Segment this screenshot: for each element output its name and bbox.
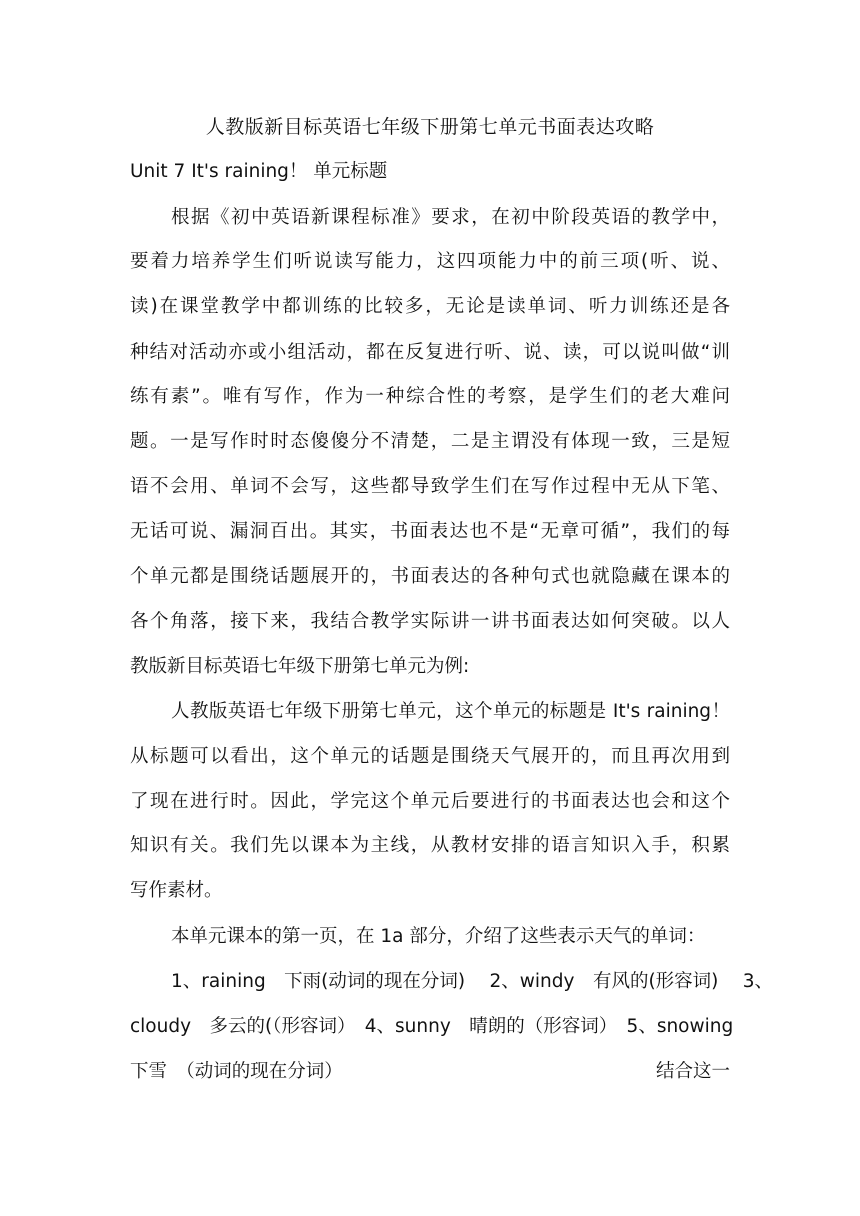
- paragraph-3-line: 本单元课本的第一页，在 1a 部分，介绍了这些表示天气的单词：: [171, 926, 706, 947]
- paragraph-1-line: 语不会用、单词不会写，这些都导致学生们在写作过程中无从下笔、: [130, 476, 730, 497]
- paragraph-2-line: 写作素材。: [130, 880, 223, 901]
- paragraph-2-line: 了现在进行时。因此，学完这个单元后要进行的书面表达也会和这个: [130, 791, 730, 812]
- paragraph-1-line: 教版新目标英语七年级下册第七单元为例:: [130, 656, 470, 677]
- vocab-last-line: [130, 1058, 730, 1086]
- paragraph-1-line: 读)在课堂教学中都训练的比较多，无论是读单词、听力训练还是各: [130, 296, 730, 317]
- unit-heading: Unit 7 It's raining！ 单元标题: [130, 161, 388, 182]
- document-title: 人教版新目标英语七年级下册第七单元书面表达攻略: [205, 116, 655, 138]
- paragraph-2-line: 知识有关。我们先以课本为主线，从教材安排的语言知识入手，积累: [130, 835, 730, 856]
- paragraph-1-line: 种结对活动亦或小组活动，都在反复进行听、说、读，可以说叫做“训: [130, 342, 730, 363]
- paragraph-2-line: 人教版英语七年级下册第七单元，这个单元的标题是 It's raining！: [171, 701, 730, 722]
- paragraph-1-line: 根据《初中英语新课程标准》要求，在初中阶段英语的教学中，: [171, 207, 730, 228]
- vocab-last-right: 结合这一: [655, 1061, 730, 1082]
- paragraph-1-line: 要着力培养学生们听说读写能力，这四项能力中的前三项(听、说、: [130, 251, 730, 272]
- vocab-line: cloudy 多云的(（形容词） 4、sunny 晴朗的（形容词） 5、snowing: [130, 1016, 734, 1037]
- vocab-last-left: 下雪 （动词的现在分词）: [130, 1061, 343, 1082]
- paragraph-1-line: 各个角落，接下来，我结合教学实际讲一讲书面表达如何突破。以人: [130, 611, 730, 632]
- paragraph-1-line: 题。一是写作时时态傻傻分不清楚，二是主谓没有体现一致，三是短: [130, 431, 730, 452]
- paragraph-1-line: 无话可说、漏洞百出。其实，书面表达也不是“无章可循”，我们的每: [130, 521, 730, 542]
- paragraph-1-line: 练有素”。唯有写作，作为一种综合性的考察，是学生们的老大难问: [130, 386, 730, 407]
- paragraph-1-line: 个单元都是围绕话题展开的，书面表达的各种句式也就隐藏在课本的: [130, 566, 730, 587]
- paragraph-2-line: 从标题可以看出，这个单元的话题是围绕天气展开的，而且再次用到: [130, 746, 730, 767]
- vocab-line: 1、raining 下雨(动词的现在分词) 2、windy 有风的(形容词) 3、: [171, 971, 774, 992]
